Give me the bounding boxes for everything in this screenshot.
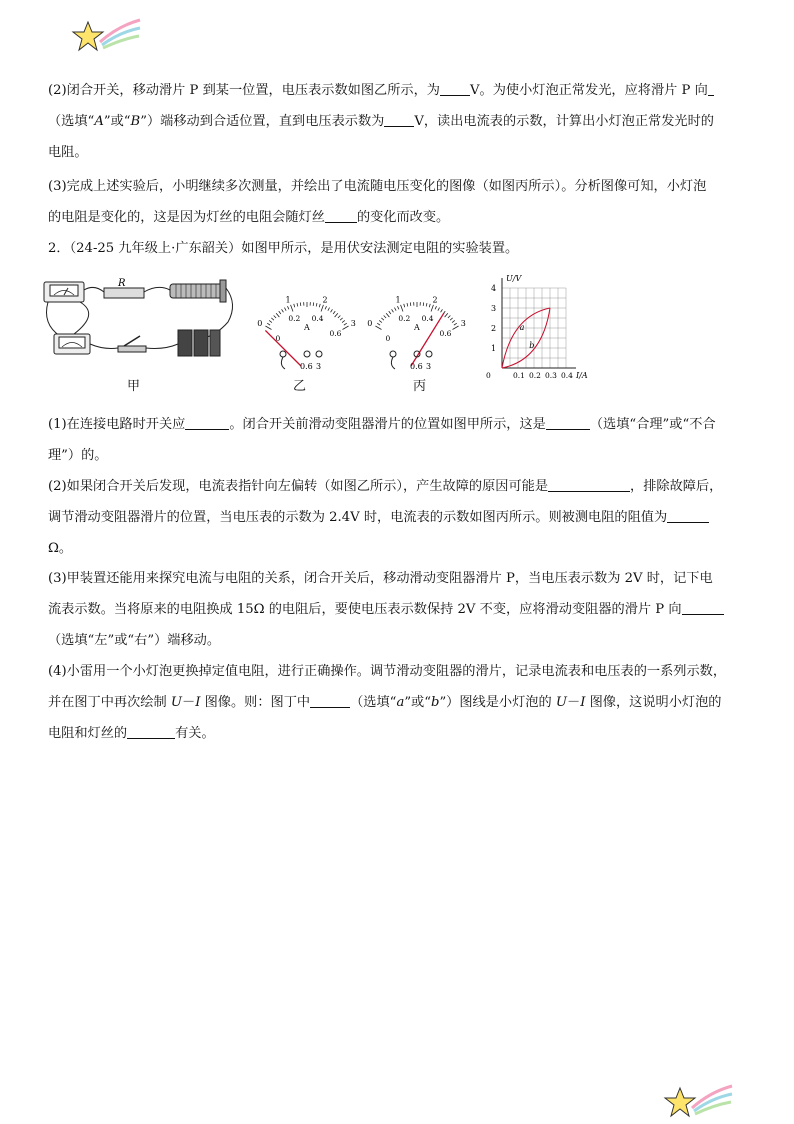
y-axis-label: U/V bbox=[506, 274, 522, 283]
answer-blank[interactable] bbox=[667, 509, 709, 523]
figure-label-yi: 乙 bbox=[293, 375, 306, 394]
answer-blank[interactable] bbox=[440, 82, 470, 96]
figure-label-bing: 丙 bbox=[413, 375, 426, 394]
text: 并在图丁中再次绘制 bbox=[48, 695, 171, 710]
dial-tick bbox=[384, 315, 386, 318]
meter-pointer bbox=[265, 330, 301, 366]
dial-tick bbox=[319, 304, 320, 307]
text: （选填“合理”或“不合 bbox=[590, 417, 716, 432]
y-tick-label: 2 bbox=[491, 324, 496, 333]
ammeter-bing bbox=[362, 272, 472, 372]
dial-tick bbox=[394, 308, 396, 311]
text: B bbox=[131, 114, 141, 129]
text: V，读出电流表的示数，计算出小灯泡正常发光时的 bbox=[414, 114, 714, 129]
text: a bbox=[396, 695, 404, 710]
dial-tick bbox=[328, 308, 330, 311]
text: ，排除故障后， bbox=[630, 479, 722, 494]
answer-blank[interactable] bbox=[127, 725, 175, 739]
text: (3)甲装置还能用来探究电流与电阻的关系，闭合开关后，移动滑动变阻器滑片 P，当电压表示数为 2V 时，记下电 bbox=[48, 568, 748, 589]
dial-tick bbox=[377, 323, 380, 325]
dial-tick bbox=[321, 305, 323, 312]
u-i-graph bbox=[488, 272, 600, 390]
dial-tick bbox=[381, 318, 384, 320]
prev-question-part-3 bbox=[48, 176, 748, 228]
outer-tick-label: 0 bbox=[257, 319, 262, 328]
dial-tick bbox=[316, 303, 317, 306]
curve-label-a: a bbox=[520, 323, 525, 332]
text: （选填“左”或“右”）端移动。 bbox=[48, 630, 748, 651]
dial-tick bbox=[450, 318, 453, 320]
question-2-header bbox=[48, 238, 748, 259]
x-tick-label: 0.3 bbox=[545, 371, 557, 380]
dial-tick bbox=[284, 308, 286, 311]
text: 流表示数。当将原来的电阻换成 15Ω 的电阻后，要使电压表示数保持 2V 不变，应将滑动变阻器的滑片 P 向 bbox=[48, 602, 682, 617]
text: 电阻。 bbox=[48, 142, 748, 163]
dial-tick bbox=[294, 304, 295, 307]
dial-tick bbox=[404, 304, 405, 307]
text: （选填“ bbox=[48, 114, 94, 129]
text: 有关。 bbox=[175, 726, 215, 741]
x-tick-label: 0 bbox=[486, 371, 491, 380]
dial-tick bbox=[438, 308, 440, 311]
question-2-part-2 bbox=[48, 476, 748, 559]
dial-tick bbox=[267, 323, 270, 325]
x-tick-label: 0.2 bbox=[529, 371, 541, 380]
dial-tick bbox=[426, 303, 427, 306]
answer-blank[interactable] bbox=[384, 113, 414, 127]
text: － bbox=[182, 695, 195, 710]
inner-tick-label: 0.2 bbox=[288, 314, 300, 323]
dial-tick bbox=[397, 306, 398, 309]
star-icon bbox=[662, 1080, 734, 1124]
text: ”）图线是小灯泡的 bbox=[439, 695, 555, 710]
question-2-part-3 bbox=[48, 568, 748, 651]
y-tick-label: 1 bbox=[491, 344, 496, 353]
dial-tick bbox=[431, 305, 433, 312]
answer-blank[interactable] bbox=[325, 209, 357, 223]
dial-tick bbox=[448, 315, 450, 318]
terminal-icon bbox=[316, 351, 322, 357]
x-tick-label: 0.1 bbox=[513, 371, 525, 380]
text: U bbox=[171, 695, 182, 710]
dial-tick bbox=[340, 318, 343, 320]
dial-tick bbox=[454, 323, 457, 325]
terminal-label: 3 bbox=[316, 362, 321, 371]
text: 电阻和灯丝的 bbox=[48, 726, 127, 741]
text: (3)完成上述实验后，小明继续多次测量，并绘出了电流随电压变化的图像（如图丙所示）。分析图像可知，小灯泡 bbox=[48, 176, 748, 197]
circuit-diagram-jia bbox=[40, 274, 240, 374]
dial-tick bbox=[335, 313, 338, 317]
text: 的电阻是变化的，这是因为灯丝的电阻会随灯丝 bbox=[48, 210, 325, 225]
y-tick-label: 4 bbox=[491, 284, 496, 293]
outer-tick-label: 1 bbox=[286, 295, 291, 304]
text: 的变化而改变。 bbox=[357, 210, 449, 225]
outer-tick-label: 1 bbox=[396, 295, 401, 304]
dial-tick bbox=[452, 320, 455, 322]
inner-tick-label: 0.4 bbox=[312, 314, 324, 323]
text: I bbox=[580, 695, 585, 710]
text: I bbox=[195, 695, 200, 710]
text: Ω。 bbox=[48, 538, 748, 559]
dial-tick bbox=[379, 320, 382, 322]
figure-row bbox=[40, 272, 600, 392]
dial-tick bbox=[389, 311, 391, 314]
dial-tick bbox=[453, 326, 459, 330]
text: （选填“ bbox=[350, 695, 396, 710]
dial-tick bbox=[297, 303, 298, 306]
dial-tick bbox=[386, 313, 389, 317]
text: 调节滑动变阻器滑片的位置，当电压表的示数为 2.4V 时，电流表的示数如图丙所示。则被测电阻的阻值为 bbox=[48, 510, 667, 525]
outer-tick-label: 3 bbox=[461, 319, 466, 328]
text: (1)在连接电路时开关应 bbox=[48, 417, 185, 432]
dial-tick bbox=[271, 318, 274, 320]
dial-tick bbox=[344, 323, 347, 325]
dial-tick bbox=[276, 313, 279, 317]
x-tick-label: 0.4 bbox=[561, 371, 573, 380]
text: (2)如果闭合开关后发现，电流表指针向左偏转（如图乙所示），产生故障的原因可能是 bbox=[48, 479, 548, 494]
text: ”）端移动到合适位置，直到电压表示数为 bbox=[140, 114, 384, 129]
outer-tick-label: 2 bbox=[432, 295, 437, 304]
curve-label-b: b bbox=[529, 341, 534, 350]
text: (2)闭合开关，移动滑片 P 到某一位置，电压表示数如图乙所示，为 bbox=[48, 83, 440, 98]
text: 。闭合开关前滑动变阻器滑片的位置如图甲所示，这是 bbox=[229, 417, 546, 432]
lead-wire bbox=[391, 357, 395, 369]
text: 图像，这说明小灯泡的 bbox=[585, 695, 721, 710]
answer-blank[interactable] bbox=[310, 694, 350, 708]
dial-tick bbox=[333, 311, 335, 314]
inner-tick-label: 0.6 bbox=[439, 329, 451, 338]
dial-tick bbox=[282, 309, 284, 312]
dial-tick bbox=[269, 320, 272, 322]
terminal-icon bbox=[304, 351, 310, 357]
inner-tick-label: 0.2 bbox=[398, 314, 410, 323]
star-icon bbox=[70, 14, 142, 58]
inner-tick-label: 0.6 bbox=[329, 329, 341, 338]
dial-tick bbox=[274, 315, 276, 318]
dial-tick bbox=[429, 304, 430, 307]
dial-tick bbox=[338, 315, 340, 318]
text: V。为使小灯泡正常发光，应将滑片 P 向 bbox=[470, 83, 708, 98]
figure-label-jia: 甲 bbox=[127, 375, 140, 394]
dial-tick bbox=[441, 309, 443, 312]
y-tick-label: 3 bbox=[491, 304, 496, 313]
lead-wire bbox=[281, 357, 285, 369]
dial-tick bbox=[375, 326, 381, 330]
terminal-icon bbox=[426, 351, 432, 357]
terminal-label: 0.6 bbox=[300, 362, 313, 371]
terminal-icon bbox=[280, 351, 286, 357]
dial-tick bbox=[279, 311, 281, 314]
question-2-part-1 bbox=[48, 414, 748, 466]
dial-tick bbox=[265, 326, 271, 330]
text: A bbox=[94, 114, 104, 129]
dial-tick bbox=[435, 306, 436, 309]
dial-tick bbox=[401, 305, 403, 312]
terminal-label: 0.6 bbox=[410, 362, 423, 371]
text: b bbox=[431, 695, 439, 710]
outer-tick-label: 0 bbox=[367, 319, 372, 328]
dial-tick bbox=[291, 305, 293, 312]
dial-tick bbox=[331, 309, 333, 312]
dial-tick bbox=[407, 303, 408, 306]
terminal-icon bbox=[390, 351, 396, 357]
outer-tick-label: 2 bbox=[322, 295, 327, 304]
text: (4)小雷用一个小灯泡更换掉定值电阻，进行正确操作。调节滑动变阻器的滑片，记录电流表和电压表的一系列示数， bbox=[48, 661, 748, 682]
answer-blank[interactable] bbox=[548, 478, 630, 492]
inner-tick-label: 0 bbox=[276, 334, 281, 343]
text: 2．（24-25 九年级上·广东韶关）如图甲所示，是用伏安法测定电阻的实验装置。 bbox=[48, 238, 748, 259]
text: ”或“ bbox=[104, 114, 131, 129]
meter-unit: A bbox=[413, 323, 420, 332]
dial-tick bbox=[325, 306, 326, 309]
dial-tick bbox=[445, 313, 448, 317]
dial-tick bbox=[287, 306, 288, 309]
resistor-label: R bbox=[117, 278, 126, 289]
dial-tick bbox=[392, 309, 394, 312]
text: U bbox=[556, 695, 567, 710]
text: － bbox=[567, 695, 580, 710]
answer-blank[interactable] bbox=[682, 601, 724, 615]
inner-tick-label: 0 bbox=[386, 334, 391, 343]
answer-blank[interactable] bbox=[185, 416, 229, 430]
inner-tick-label: 0.4 bbox=[422, 314, 434, 323]
answer-blank[interactable] bbox=[546, 416, 590, 430]
question-2-part-4 bbox=[48, 661, 748, 744]
outer-tick-label: 3 bbox=[351, 319, 356, 328]
terminal-label: 3 bbox=[426, 362, 431, 371]
prev-question-part-2 bbox=[48, 80, 748, 163]
text: 图像。则：图丁中 bbox=[200, 695, 310, 710]
answer-blank[interactable] bbox=[708, 82, 714, 96]
dial-tick bbox=[342, 320, 345, 322]
text: ”或“ bbox=[404, 695, 431, 710]
text: 理”）的。 bbox=[48, 445, 748, 466]
dial-tick bbox=[343, 326, 349, 330]
x-axis-label: I/A bbox=[575, 371, 588, 380]
meter-unit: A bbox=[303, 323, 310, 332]
ammeter-yi bbox=[252, 272, 362, 372]
